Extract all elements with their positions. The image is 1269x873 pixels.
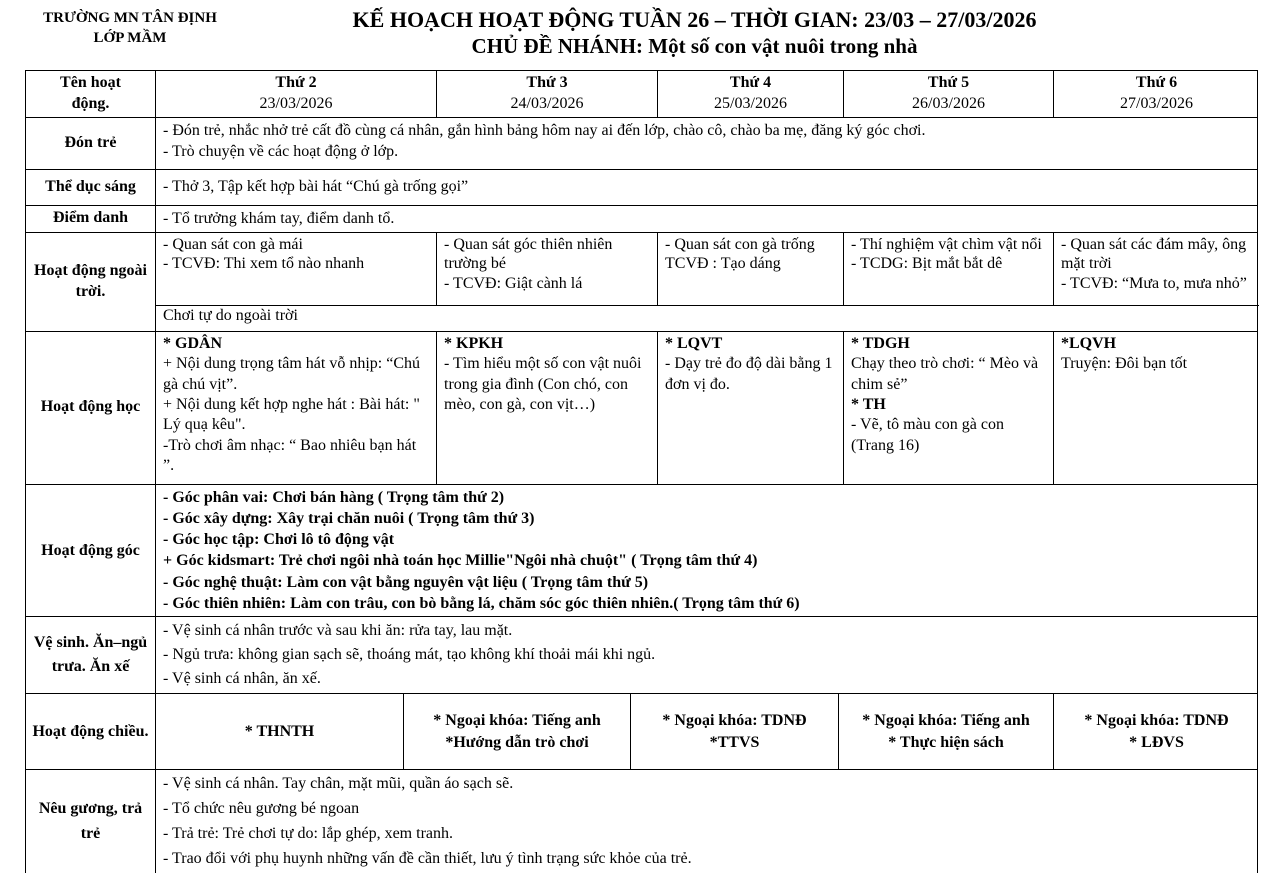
text-line: Truyện: Đôi bạn tốt	[1061, 355, 1188, 373]
school-name: TRƯỜNG MN TÂN ĐỊNH	[43, 10, 217, 26]
text-line: - Góc thiên nhiên: Làm con trâu, con bò bằng lá, chăm sóc góc thiên nhiên.( Trọng tâm thứ 6)	[163, 594, 800, 612]
text-line: - Quan sát góc thiên nhiên trường bé	[444, 235, 613, 273]
text-line: - Vẽ, tô màu con gà con (Trang 16)	[851, 416, 1004, 454]
cell-ngoai-troi-thu	[844, 233, 1054, 305]
row-don-tre	[26, 118, 1257, 170]
cell-hoc-mon	[156, 332, 437, 484]
text-line: * THNTH	[244, 722, 315, 740]
subject-code: * GDÂN	[163, 334, 223, 352]
cell-hoat-dong-goc	[156, 485, 1257, 617]
cell-chieu-wed	[631, 694, 839, 769]
day-name: Thứ 2	[275, 74, 317, 91]
text-line: - Thí nghiệm vật chìm vật nổi	[851, 235, 1042, 253]
text-line: - Dạy trẻ đo độ dài bằng 1 đơn vị đo.	[665, 355, 833, 393]
cell-ngoai-troi-wed	[658, 233, 844, 305]
text-line: - Góc phân vai: Chơi bán hàng ( Trọng tâm thứ 2)	[163, 488, 505, 506]
cell-ngoai-troi-mon	[156, 233, 437, 305]
day-header-mon	[156, 71, 437, 117]
row-hoat-dong-hoc	[26, 332, 1257, 485]
cell-don-tre	[156, 118, 1257, 169]
row-label-the-duc-sang: Thể dục sáng	[26, 170, 156, 205]
school-block	[30, 8, 230, 49]
text-line: - TCDG: Bịt mắt bắt dê	[851, 255, 1003, 273]
cell-neu-guong	[156, 770, 1257, 873]
cell-hoc-fri	[1054, 332, 1259, 484]
cell-ngoai-troi-fri	[1054, 233, 1259, 305]
subject-code: * TH	[851, 396, 886, 413]
text-line: - Trò chuyện về các hoạt động ở lớp.	[163, 143, 399, 161]
cell-hoc-wed	[658, 332, 844, 484]
cell-chieu-tue	[404, 694, 631, 769]
cell-hoc-thu	[844, 332, 1054, 484]
cell-chieu-thu	[839, 694, 1054, 769]
page-header	[0, 6, 1269, 70]
cell-chieu-fri	[1054, 694, 1259, 769]
text-line: * Thực hiện sách	[888, 733, 1004, 751]
cell-hoc-tue	[437, 332, 658, 484]
row-label-diem-danh: Điểm danh	[26, 206, 156, 232]
day-name: Thứ 4	[729, 74, 772, 91]
text-line: + Nội dung kết hợp nghe hát : Bài hát: " Lý quạ kêu".	[163, 396, 420, 434]
text-line: * Ngoại khóa: Tiếng anh	[862, 712, 1030, 730]
text-line: - Quan sát con gà mái	[163, 235, 303, 253]
text-line: - Đón trẻ, nhắc nhở trẻ cất đồ cùng cá nhân, gắn hình bảng hôm nay ai đến lớp, chào cô, chào ba mẹ, đăng ký góc chơi.	[163, 121, 926, 139]
text-line: -Trò chơi âm nhạc: “ Bao nhiêu bạn hát ”.	[163, 436, 417, 475]
day-header-thu	[844, 71, 1054, 117]
text-line: Chạy theo trò chơi: “ Mèo và chim sẻ”	[851, 355, 1039, 393]
text-line: * LĐVS	[1129, 733, 1184, 751]
ngoai-troi-day-cells	[156, 233, 1259, 306]
row-the-duc-sang	[26, 170, 1257, 206]
subject-code: *LQVH	[1061, 334, 1117, 352]
day-date: 25/03/2026	[714, 94, 787, 112]
day-name: Thứ 3	[526, 74, 568, 91]
row-neu-guong	[26, 770, 1257, 873]
row-label-hoat-dong-hoc: Hoạt động học	[26, 332, 156, 484]
day-date: 27/03/2026	[1120, 94, 1193, 112]
text-line: - Vệ sinh cá nhân. Tay chân, mặt mũi, quần áo sạch sẽ.	[163, 775, 514, 793]
text-line: - Tổ trưởng khám tay, điểm danh tổ.	[163, 209, 395, 227]
day-header-tue	[437, 71, 658, 117]
cell-choi-tu-do: Chơi tự do ngoài trời	[163, 306, 298, 324]
row-label-ngoai-troi: Hoạt động ngoài trời.	[26, 233, 156, 331]
text-line: + Nội dung trọng tâm hát vỗ nhịp: “Chú gà chú vịt”.	[163, 355, 420, 393]
cell-the-duc-sang	[156, 170, 1257, 205]
day-date: 26/03/2026	[912, 94, 985, 112]
cell-ve-sinh	[156, 617, 1257, 693]
row-label-hoat-dong-goc: Hoạt động góc	[26, 485, 156, 617]
day-date: 24/03/2026	[510, 94, 584, 112]
subject-code: * KPKH	[444, 334, 504, 352]
text-line: - Thở 3, Tập kết hợp bài hát “Chú gà trống gọi”	[163, 178, 469, 196]
day-header-wed	[658, 71, 844, 117]
row-label-neu-guong: Nêu gương, trả trẻ	[26, 770, 156, 873]
text-line: - TCVĐ: Thi xem tổ nào nhanh	[163, 255, 365, 273]
document-title: KẾ HOẠCH HOẠT ĐỘNG TUẦN 26 – THỜI GIAN: 23/03 – 27/03/2026	[352, 7, 1037, 32]
text-line: + Góc kidsmart: Trẻ chơi ngôi nhà toán học Millie"Ngôi nhà chuột" ( Trọng tâm thứ 4)	[163, 552, 758, 570]
ngoai-troi-subgrid	[156, 233, 1259, 331]
table-header-row	[26, 71, 1257, 118]
day-name: Thứ 6	[1135, 74, 1178, 91]
subject-code: * LQVT	[665, 334, 723, 352]
corner-header-label: Tên hoạt động.	[60, 74, 121, 112]
text-line: - Vệ sinh cá nhân, ăn xế.	[163, 670, 321, 688]
text-line: - Góc học tập: Chơi lô tô động vật	[163, 531, 395, 549]
row-ve-sinh	[26, 617, 1257, 694]
day-header-fri	[1054, 71, 1259, 117]
text-line: - Trả trẻ: Trẻ chơi tự do: lắp ghép, xem tranh.	[163, 824, 453, 842]
row-label-ve-sinh: Vệ sinh. Ăn–ngủ trưa. Ăn xế	[26, 617, 156, 693]
cell-chieu-mon	[156, 694, 404, 769]
text-line: TCVĐ : Tạo dáng	[665, 255, 781, 273]
text-line: *TTVS	[709, 733, 760, 751]
row-label-hoat-dong-chieu: Hoạt động chiều.	[26, 694, 156, 769]
day-date: 23/03/2026	[259, 94, 333, 112]
text-line: - Góc nghệ thuật: Làm con vật bằng nguyên vật liệu ( Trọng tâm thứ 5)	[163, 573, 649, 591]
row-hoat-dong-goc	[26, 485, 1257, 618]
text-line: - Trao đổi với phụ huynh những vấn đề cần thiết, lưu ý tình trạng sức khỏe của trẻ.	[163, 849, 692, 867]
weekly-plan-table	[25, 70, 1258, 873]
row-label-don-tre: Đón trẻ	[26, 118, 156, 169]
document-subtitle: CHỦ ĐỀ NHÁNH: Một số con vật nuôi trong nhà	[471, 33, 918, 58]
row-hoat-dong-chieu	[26, 694, 1257, 770]
text-line: - Vệ sinh cá nhân trước và sau khi ăn: rửa tay, lau mặt.	[163, 622, 513, 640]
text-line: - TCVĐ: Giật cành lá	[444, 274, 583, 292]
text-line: * Ngoại khóa: TDNĐ	[662, 712, 807, 730]
text-line: - Quan sát con gà trống	[665, 235, 815, 253]
text-line: - Quan sát các đám mây, ông mặt trời	[1061, 235, 1247, 273]
subject-code: * TDGH	[851, 334, 910, 352]
class-name: LỚP MẦM	[93, 30, 167, 47]
text-line: * Ngoại khóa: TDNĐ	[1084, 712, 1229, 730]
text-line: - Ngủ trưa: không gian sạch sẽ, thoáng mát, tạo không khí thoải mái khi ngủ.	[163, 646, 656, 664]
text-line: - TCVĐ: “Mưa to, mưa nhỏ”	[1061, 274, 1247, 292]
text-line: - Góc xây dựng: Xây trại chăn nuôi ( Trọng tâm thứ 3)	[163, 509, 535, 527]
text-line: - Tìm hiểu một số con vật nuôi trong gia đình (Con chó, con mèo, con gà, con vịt…)	[444, 355, 642, 413]
corner-header-cell	[26, 71, 156, 117]
text-line: * Ngoại khóa: Tiếng anh	[433, 712, 601, 730]
cell-diem-danh	[156, 206, 1257, 232]
cell-ngoai-troi-tue	[437, 233, 658, 305]
row-ngoai-troi	[26, 233, 1257, 332]
row-diem-danh	[26, 206, 1257, 233]
day-name: Thứ 5	[927, 74, 970, 91]
text-line: - Tổ chức nêu gương bé ngoan	[163, 799, 360, 817]
text-line: *Hướng dẫn trò chơi	[445, 733, 589, 751]
